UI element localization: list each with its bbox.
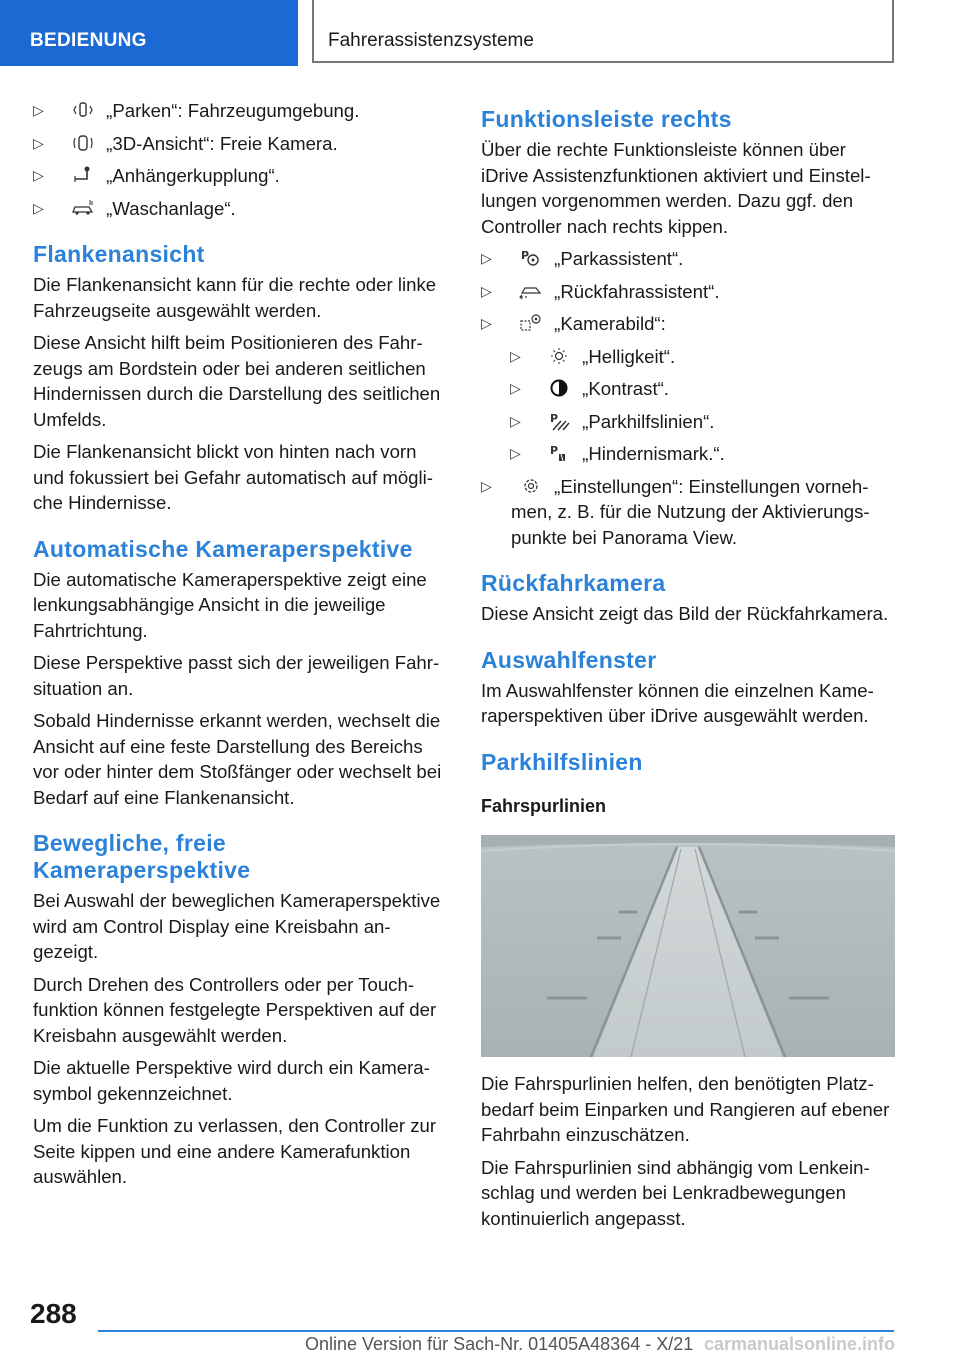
- obstacle-marking-icon: [547, 443, 571, 463]
- section-tab: BEDIENUNG: [0, 0, 298, 66]
- paragraph: Die automatische Kameraperspektive zeigt eine lenkungsabhängige Ansicht in die jeweilige Fahrtrichtung.: [33, 568, 427, 641]
- list-item-text: „Parkhilfslinien“.: [582, 410, 715, 432]
- list-item: [481, 246, 895, 272]
- svg-text:P: P: [521, 249, 530, 262]
- list-item: [33, 131, 447, 157]
- view-options-list: [33, 98, 447, 221]
- bullet-triangle-icon: ▷: [33, 167, 44, 183]
- parking-assistant-icon: [519, 248, 543, 268]
- list-item-text: „Parkassistent“.: [554, 248, 684, 269]
- lane-lines-illustration: [481, 835, 895, 1057]
- function-bar-heading: Funktionsleiste rechts: [481, 106, 732, 132]
- selection-window-heading: Auswahlfenster: [481, 646, 657, 673]
- footer-divider: [98, 1330, 894, 1332]
- function-bar-list: [481, 246, 895, 550]
- parking-lines-icon: [547, 411, 571, 431]
- paragraph: Diese Ansicht hilft beim Positionieren des Fahrzeugs am Bordstein oder bei anderen seitlichen Hindernissen durch die Darstellung des seitlichen Umfelds.: [33, 332, 441, 430]
- bullet-triangle-icon: ▷: [481, 282, 492, 299]
- paragraph: Die Fahrspurlinien helfen, den benötigten Platzbedarf beim Einparken und Rangieren auf ebener Fahrbahn einzuschätzen.: [481, 1073, 890, 1145]
- list-item: [33, 98, 447, 124]
- trailer-hitch-icon: [71, 165, 95, 185]
- auto-camera-heading: Automatische Kameraperspektive: [33, 535, 413, 562]
- brightness-icon: [547, 346, 571, 366]
- free-camera-heading: Bewegliche, freie Kameraperspektive: [33, 830, 251, 883]
- bullet-triangle-icon: ▷: [481, 315, 492, 331]
- contrast-icon: [547, 378, 571, 398]
- svg-text:P: P: [550, 444, 559, 457]
- list-item-text: „Hindernismark.“.: [582, 443, 725, 464]
- page-number: 288: [30, 1298, 77, 1329]
- list-item-text: „Rückfahrassistent“.: [554, 280, 720, 302]
- paragraph: Die aktuelle Perspektive wird durch ein Kamerasymbol gekennzeichnet.: [33, 1057, 430, 1104]
- paragraph: Die Flankenansicht blickt von hinten nach vorn und fokussiert bei Gefahr automatisch auf mögliche Hindernisse.: [33, 441, 433, 513]
- 3d-view-icon: [71, 133, 95, 153]
- flank-view-heading: Flankenansicht: [33, 241, 205, 267]
- camera-settings-icon: [519, 313, 543, 333]
- bullet-triangle-icon: ▷: [33, 134, 44, 151]
- paragraph: Im Auswahlfenster können die einzelnen Kameraperspektiven über iDrive ausgewählt werden.: [481, 679, 874, 726]
- lane-lines-subheading: Fahrspurlinien: [481, 795, 607, 816]
- list-item-text: „Kontrast“.: [582, 378, 669, 399]
- car-wash-icon: [71, 198, 95, 218]
- list-item: [481, 279, 895, 305]
- paragraph: Die Flankenansicht kann für die rechte oder linke Fahrzeugseite ausgewählt werden.: [33, 274, 437, 321]
- list-item-text: „3D-Ansicht“: Freie Kamera.: [106, 132, 338, 154]
- footer-online-version: Online Version für Sach-Nr. 01405A48364 - X/21: [305, 1334, 694, 1354]
- parking-lines-heading: Parkhilfslinien: [481, 748, 643, 775]
- chapter-title: Fahrerassistenzsysteme: [312, 0, 894, 63]
- bullet-triangle-icon: ▷: [510, 380, 521, 396]
- paragraph: Sobald Hindernisse erkannt werden, wechselt die Ansicht auf eine feste Darstellung des Bereichs vor oder hinter dem Stoßfänger oder wechselt bei Bedarf auf eine Flankenansicht.: [33, 710, 442, 808]
- list-item-text: „Waschanlage“.: [106, 197, 236, 219]
- page-header: [0, 0, 960, 66]
- list-item: [481, 474, 895, 551]
- svg-text:P: P: [550, 411, 559, 425]
- bullet-triangle-icon: ▷: [33, 102, 44, 118]
- list-item-text: „Helligkeit“.: [582, 345, 676, 367]
- reversing-assistant-icon: [519, 281, 543, 301]
- paragraph: Die Fahrspurlinien sind abhängig vom Lenkeinschlag und werden bei Lenkradbewegungen kontinuierlich angepasst.: [481, 1156, 870, 1229]
- list-item: [481, 441, 895, 467]
- list-item-text: „Einstellungen“: Einstellungen vornehmen, z. B. für die Nutzung der Aktivierungspunkte bei Panorama View.: [511, 475, 870, 548]
- settings-gear-icon: [519, 476, 543, 496]
- paragraph: Diese Perspektive passt sich der jeweiligen Fahrsituation an.: [33, 652, 440, 699]
- footer-watermark: carmanualsonline.info: [704, 1334, 896, 1354]
- bullet-triangle-icon: ▷: [510, 412, 521, 429]
- list-item: [33, 196, 447, 222]
- list-item-text: „Anhängerkupplung“.: [106, 165, 280, 186]
- parking-view-icon: [71, 100, 95, 120]
- list-item: [481, 344, 895, 370]
- bullet-triangle-icon: ▷: [510, 347, 521, 364]
- paragraph: Bei Auswahl der beweglichen Kameraperspektive wird am Control Display eine Kreisbahn angezeigt.: [33, 890, 441, 962]
- bullet-triangle-icon: ▷: [510, 445, 521, 461]
- bullet-triangle-icon: ▷: [33, 199, 44, 216]
- paragraph: Über die rechte Funktionsleiste können über iDrive Assistenzfunktionen aktiviert und Einstellungen vorgenommen werden. Dazu ggf. den Controller nach rechts kippen.: [481, 139, 871, 237]
- rear-camera-heading: Rückfahrkamera: [481, 570, 666, 596]
- list-item: [481, 409, 895, 435]
- left-column: [33, 98, 447, 1197]
- bullet-triangle-icon: ▷: [481, 477, 492, 494]
- list-item: [481, 376, 895, 402]
- bullet-triangle-icon: ▷: [481, 250, 492, 266]
- list-item: [33, 163, 447, 189]
- paragraph: Diese Ansicht zeigt das Bild der Rückfahrkamera.: [481, 603, 889, 624]
- list-item: [481, 311, 895, 337]
- paragraph: Durch Drehen des Controllers oder per Touchfunktion können festgelegte Perspektiven auf der Kreisbahn ausgewählt werden.: [33, 973, 437, 1046]
- paragraph: Um die Funktion zu verlassen, den Controller zur Seite kippen und eine andere Kamerafunktion auswählen.: [33, 1115, 437, 1187]
- list-item-text: „Parken“: Fahrzeugumgebung.: [106, 100, 360, 121]
- right-column: [481, 98, 895, 1238]
- list-item-text: „Kamerabild“:: [554, 313, 666, 334]
